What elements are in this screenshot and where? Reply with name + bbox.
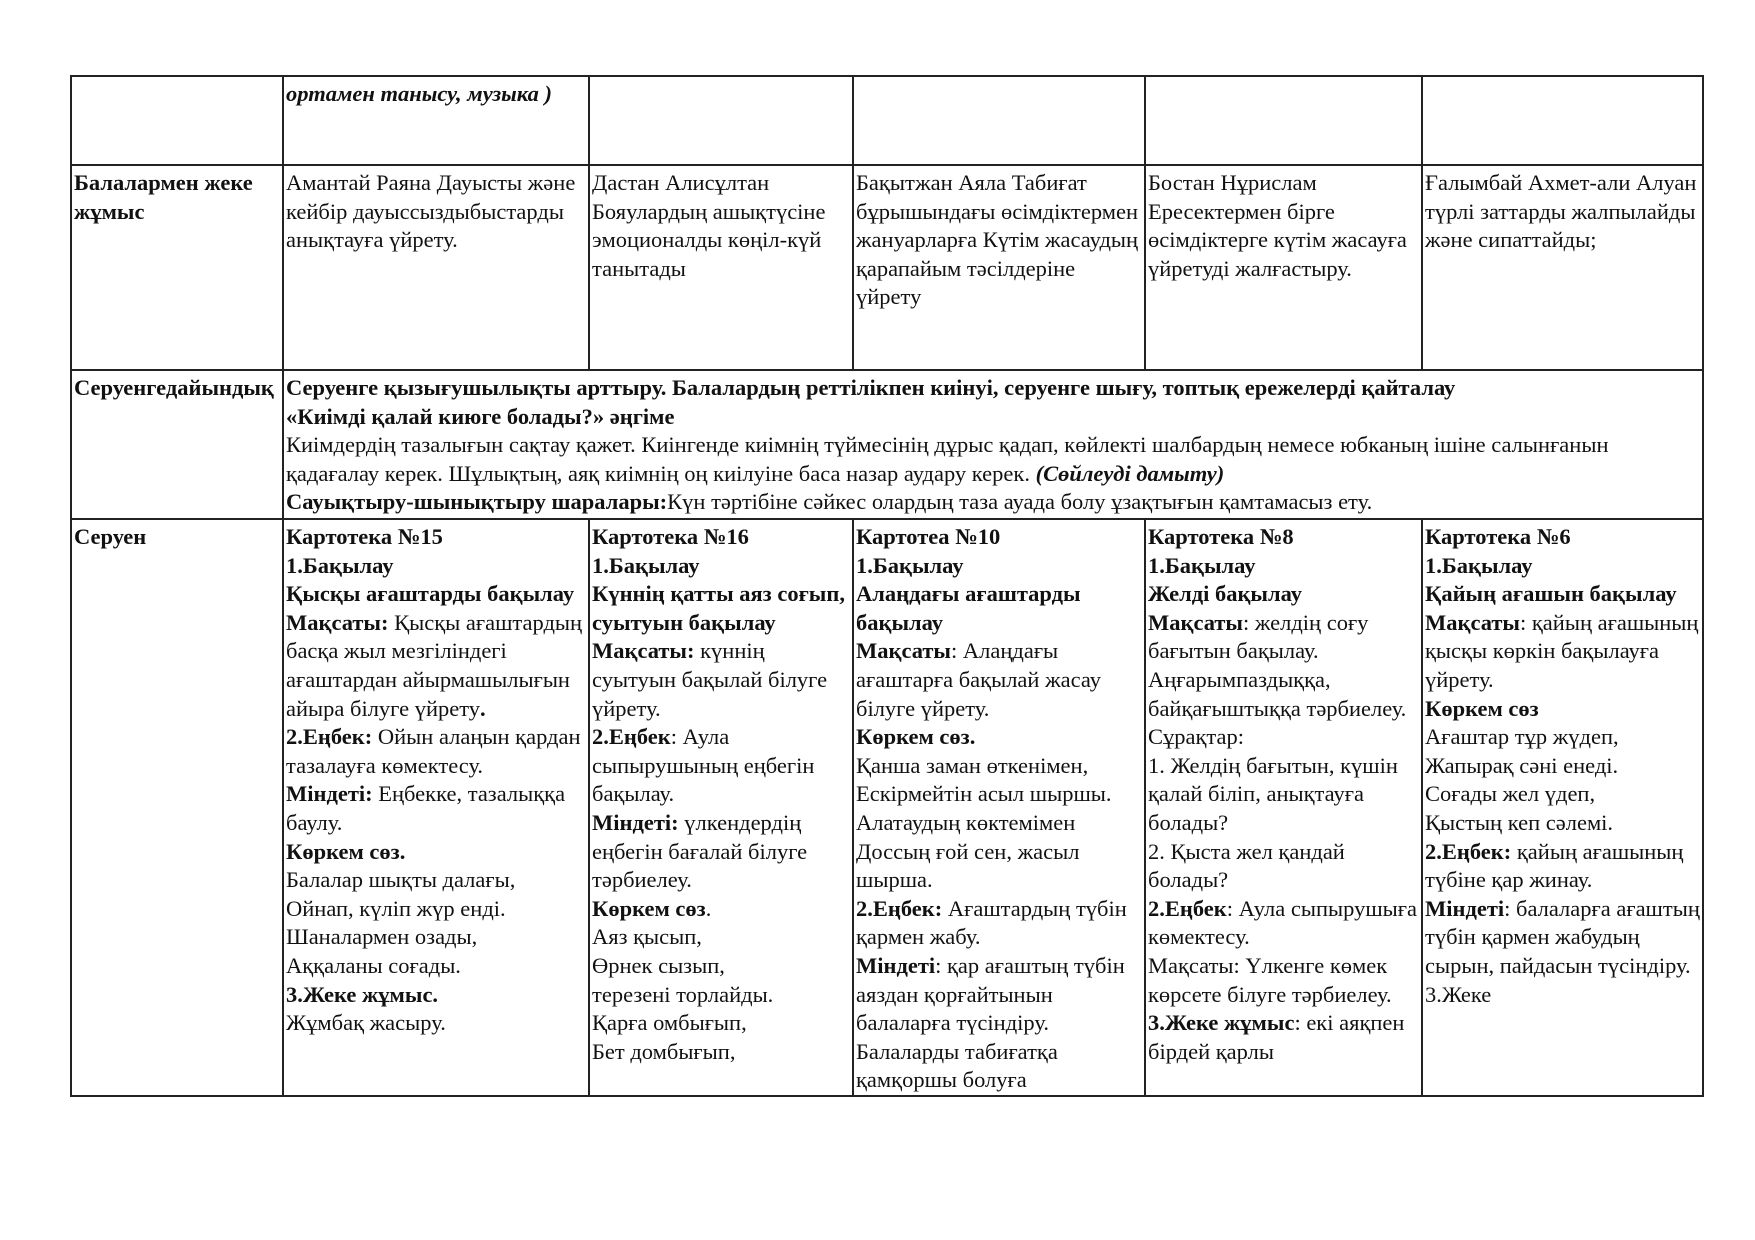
walk-card-10 [853,519,1145,1096]
art-label: Көркем сөз. [856,724,976,750]
poem-line: Аяз қысып, [592,924,702,950]
poem-line: Ағаштар тұр жүдеп, [1425,724,1619,750]
poem-line: Алатаудың көктемімен [856,809,1076,835]
card-topic: Желді бақылау [1148,581,1302,607]
task-text: үлкендердің еңбегін бағалай білуге тәрбиелеу. [592,809,808,893]
poem-line: Ойнап, күліп жүр енді. [286,895,506,921]
work-label: 2.Еңбек: [1425,838,1512,864]
health-label: Сауықтыру-шынықтыру шаралары: [286,489,668,515]
goal-end: . [480,695,486,721]
questions-label: Сұрақтар: [1148,724,1245,750]
poem-line: Қанша заман өткенімен, [856,752,1089,778]
poem-line: Балалар шықты далағы, [286,867,516,893]
art-label: Көркем сөз [1425,695,1539,721]
individual-work-cell: Бостан Нұрислам Ересектермен бірге өсімдіктерге күтім жасауға үйретуді жалғастыру. [1145,165,1422,370]
activity-note: ортамен танысу, музыка ) [286,81,552,106]
task-label: Міндеті: [592,809,679,835]
individual-label: 3.Жеке жұмыс. [286,981,439,1007]
task-text: : балаларға ағаштың түбін қармен жабудың сырын, пайдасын түсіндіру. [1425,895,1700,978]
card-title: Картотека №6 [1425,524,1571,549]
task-label: Міндеті: [286,781,373,807]
task-label: Міндеті [1425,895,1505,921]
poem-line: Қарға омбығып, [592,1010,747,1036]
poem-line: Доссың ғой сен, жасыл шырша. [856,838,1080,893]
card-observation: 1.Бақылау [286,552,394,578]
empty-cell [853,76,1145,165]
work-text: : Аула сыпырушының еңбегін бақылау. [592,724,815,807]
goal-text-2: Мақсаты: Үлкенге көмек көрсете білуге тәрбиелеу. [1148,952,1392,1007]
individual-work-cell: Ғалымбай Ахмет-али Алуан түрлі заттарды жалпылайды және сипаттайды; [1422,165,1703,370]
row-label-walk-prep: Серуенгедайындық [71,370,283,519]
task-text: Еңбекке, тазалыққа баулу. [286,781,566,835]
walk-card-6 [1422,519,1703,1096]
work-text: Ағаштардың түбін қармен жабу. [856,895,1127,950]
empty-cell [1422,76,1703,165]
card-observation: 1.Бақылау [592,552,700,578]
work-label: 2.Еңбек: [856,895,943,921]
card-title: Картотека №8 [1148,524,1294,549]
goal-text: күннің суытуын бақылай білуге үйрету. [592,638,828,721]
row-individual-work [71,165,1703,370]
work-text: қайың ағашының түбіне қар жинау. [1425,838,1684,893]
individual-work-cell: Амантай Раяна Дауысты және кейбір дауыссыздыбыстарды анықтауға үйрету. [283,165,589,370]
card-observation: 1.Бақылау [1148,552,1256,578]
individual-text: Жұмбақ жасыру. [286,1010,446,1036]
card-observation: 1.Бақылау [1425,552,1533,578]
walk-card-16 [589,519,853,1096]
card-observation: 1.Бақылау [856,552,964,578]
work-label: 2.Еңбек: [286,724,373,750]
card-topic: Алаңдағы ағаштарды бақылау [856,581,1081,635]
work-text: : Аула сыпырушыға көмектесу. [1148,895,1417,950]
task-text: : қар ағаштың түбін аяздан қорғайтынын балаларға түсіндіру. [856,952,1125,1036]
row-continuation-label [71,76,283,165]
row-label-individual-work: Балалармен жеке жұмыс [71,165,283,370]
row-continuation-cell [283,76,589,165]
poem-line: Жапырақ сәні енеді. [1425,752,1619,778]
goal-text: : қайың ағашының қысқы көркін бақылауға үйрету. [1425,609,1699,692]
goal-text: Қысқы ағаштардың басқа жыл мезгіліндегі ағаштардан айырмашылығын айыра білуге үйрету [286,609,583,721]
goal-label: Мақсаты [1425,609,1520,635]
row-walk [71,519,1703,1096]
plan-table [70,75,1704,1097]
goal-label: Мақсаты: [286,609,389,635]
art-label: Көркем сөз [592,895,706,921]
plan-document [70,75,1702,1097]
poem-line: Соғады жел үдеп, [1425,781,1596,807]
walk-prep-text: Киімдердің тазалығын сақтау қажет. Киінгенде киімнің түймесінің дұрыс қадап, көйлекті шалбардың немесе юбканың ішіне салынғанын қадағалау керек. Шұлықтың, аяқ киімнің оң киілуіне баса назар аудару керек. [286,432,1609,486]
goal-label: Мақсаты: [592,638,695,664]
poem-line: Шаналармен озады, [286,924,478,950]
walk-prep-cell [283,370,1703,519]
poem-line: Өрнек сызып, [592,952,725,978]
empty-cell [1145,76,1422,165]
walk-card-15 [283,519,589,1096]
art-label: Көркем сөз. [286,838,406,864]
goal-label: Мақсаты [1148,609,1243,635]
poem-line: терезені торлайды. [592,981,774,1007]
card-topic: Қысқы ағаштарды бақылау [286,581,575,607]
tail-text: 3.Жеке [1425,981,1492,1007]
empty-cell [589,76,853,165]
card-topic: Күннің қатты аяз соғып, суытуын бақылау [592,581,845,635]
poem-line: Ескірмейтін асыл шыршы. [856,781,1112,807]
poem-line: Қыстың кеп сәлемі. [1425,809,1614,835]
walk-card-8 [1145,519,1422,1096]
card-topic: Қайың ағашын бақылау [1425,581,1677,607]
poem-line: Бет домбығып, [592,1038,736,1064]
work-label: 2.Еңбек [592,724,671,750]
individual-label: 3.Жеке жұмыс [1148,1010,1295,1036]
goal-text: : Алаңдағы ағаштарға бақылай жасау білуге үйрету. [856,638,1101,721]
walk-prep-line: Серуенге қызығушылықты арттыру. Балалардың реттілікпен киінуі, серуенге шығу, топтық ережелерді қайталау [286,375,1456,400]
goal-text: : желдің соғу бағытын бақылау. Аңғарымпаздыққа, байқағыштыққа тәрбиелеу. [1148,609,1407,721]
health-text: Күн тәртібіне сәйкес олардың таза ауада болу ұзақтығын қамтамасыз ету. [667,489,1373,515]
row-walk-prep [71,370,1703,519]
row-continuation [71,76,1703,165]
tail-text: Балаларды табиғатқа қамқоршы болуға [856,1038,1058,1093]
work-text: Ойын алаңын қардан тазалауға көмектесу. [286,724,581,778]
card-title: Картотеа №10 [856,524,1001,549]
question-item: 1. Желдің бағытын, күшін қалай біліп, анықтауға болады? [1148,752,1398,835]
art-end: . [705,895,712,921]
card-title: Картотека №15 [286,524,443,549]
individual-work-cell: Дастан Алисұлтан Бояулардың ашықтүсіне эмоционалды көңіл-күй танытады [589,165,853,370]
individual-text: : екі аяқпен бірдей қарлы [1148,1010,1405,1064]
row-label-walk: Серуен [71,519,283,1096]
question-item: 2. Қыста жел қандай болады? [1148,838,1345,893]
work-label: 2.Еңбек [1148,895,1227,921]
individual-work-cell: Бақытжан Аяла Табиғат бұрышындағы өсімдіктермен жануарларға Күтім жасаудың қарапайым тәсілдеріне үйрету [853,165,1145,370]
goal-label: Мақсаты [856,638,951,664]
walk-prep-conversation: «Киімді қалай киюге болады?» әңгіме [286,403,675,429]
walk-prep-italic-note: (Сөйлеуді дамыту) [1035,460,1225,486]
task-label: Міндеті [856,952,936,978]
card-title: Картотека №16 [592,524,749,549]
poem-line: Аққаланы соғады. [286,952,461,978]
